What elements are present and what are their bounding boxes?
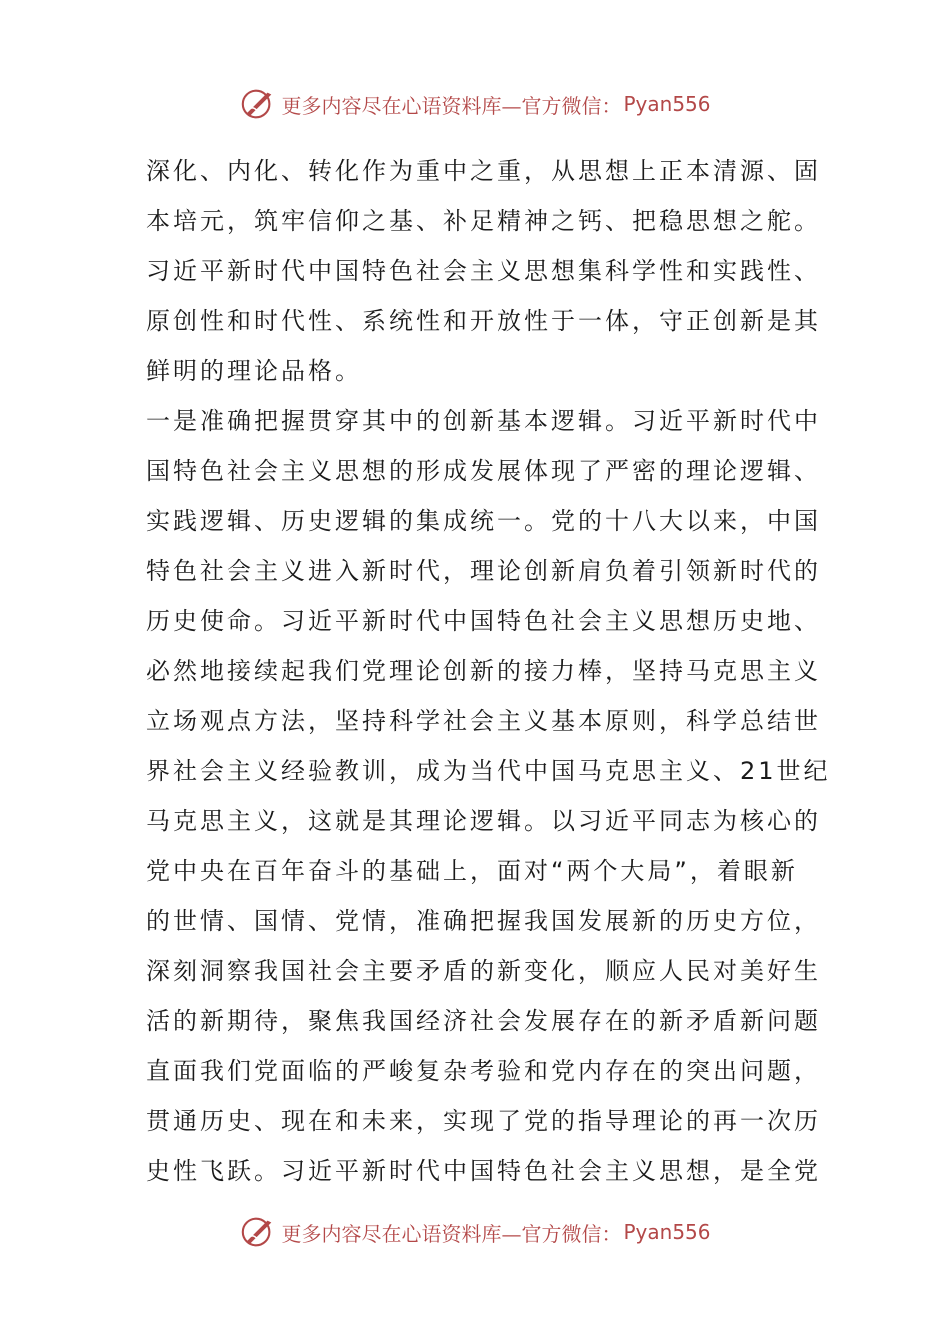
footer-watermark (0, 1210, 950, 1254)
body-line: 必然地接续起我们党理论创新的接力棒，坚持马克思主义 (146, 657, 821, 685)
body-line: 贯通历史、现在和未来，实现了党的指导理论的再一次历 (146, 1107, 821, 1135)
body-line: 党中央在百年奋斗的基础上，面对“两个大局”，着眼新 (146, 857, 798, 885)
watermark-text: 更多内容尽在心语资料库—官方微信： (281, 1221, 622, 1246)
body-line: 直面我们党面临的严峻复杂考验和党内存在的突出问题， (146, 1057, 821, 1085)
body-line: 本培元，筑牢信仰之基、补足精神之钙、把稳思想之舵。 (146, 207, 821, 235)
body-line: 鲜明的理论品格。 (146, 357, 362, 385)
watermark-wechat-id: Pyan556 (623, 92, 711, 116)
body-line: 界社会主义经验教训，成为当代中国马克思主义、21世纪 (146, 757, 831, 785)
body-line: 马克思主义，这就是其理论逻辑。以习近平同志为核心的 (146, 807, 821, 835)
body-line: 历史使命。习近平新时代中国特色社会主义思想历史地、 (146, 607, 821, 635)
body-line: 活的新期待，聚焦我国经济社会发展存在的新矛盾新问题 (146, 1007, 821, 1035)
body-line: 国特色社会主义思想的形成发展体现了严密的理论逻辑、 (146, 457, 821, 485)
pen-logo-icon (239, 1213, 277, 1251)
body-line: 史性飞跃。习近平新时代中国特色社会主义思想，是全党 (146, 1157, 821, 1185)
body-line: 的世情、国情、党情，准确把握我国发展新的历史方位， (146, 907, 821, 935)
body-line: 原创性和时代性、系统性和开放性于一体，守正创新是其 (146, 307, 821, 335)
body-line: 习近平新时代中国特色社会主义思想集科学性和实践性、 (146, 257, 821, 285)
body-line: 深刻洞察我国社会主要矛盾的新变化，顺应人民对美好生 (146, 957, 821, 985)
document-body (146, 146, 831, 1196)
pen-logo-icon (239, 85, 277, 123)
body-line: 立场观点方法，坚持科学社会主义基本原则，科学总结世 (146, 707, 821, 735)
header-watermark (0, 82, 950, 126)
body-line: 特色社会主义进入新时代，理论创新肩负着引领新时代的 (146, 557, 821, 585)
body-line: 实践逻辑、历史逻辑的集成统一。党的十八大以来，中国 (146, 507, 821, 535)
body-line: 一是准确把握贯穿其中的创新基本逻辑。习近平新时代中 (146, 407, 821, 435)
watermark-wechat-id: Pyan556 (623, 1220, 711, 1244)
watermark-text: 更多内容尽在心语资料库—官方微信： (281, 93, 622, 118)
body-line: 深化、内化、转化作为重中之重，从思想上正本清源、固 (146, 157, 821, 185)
